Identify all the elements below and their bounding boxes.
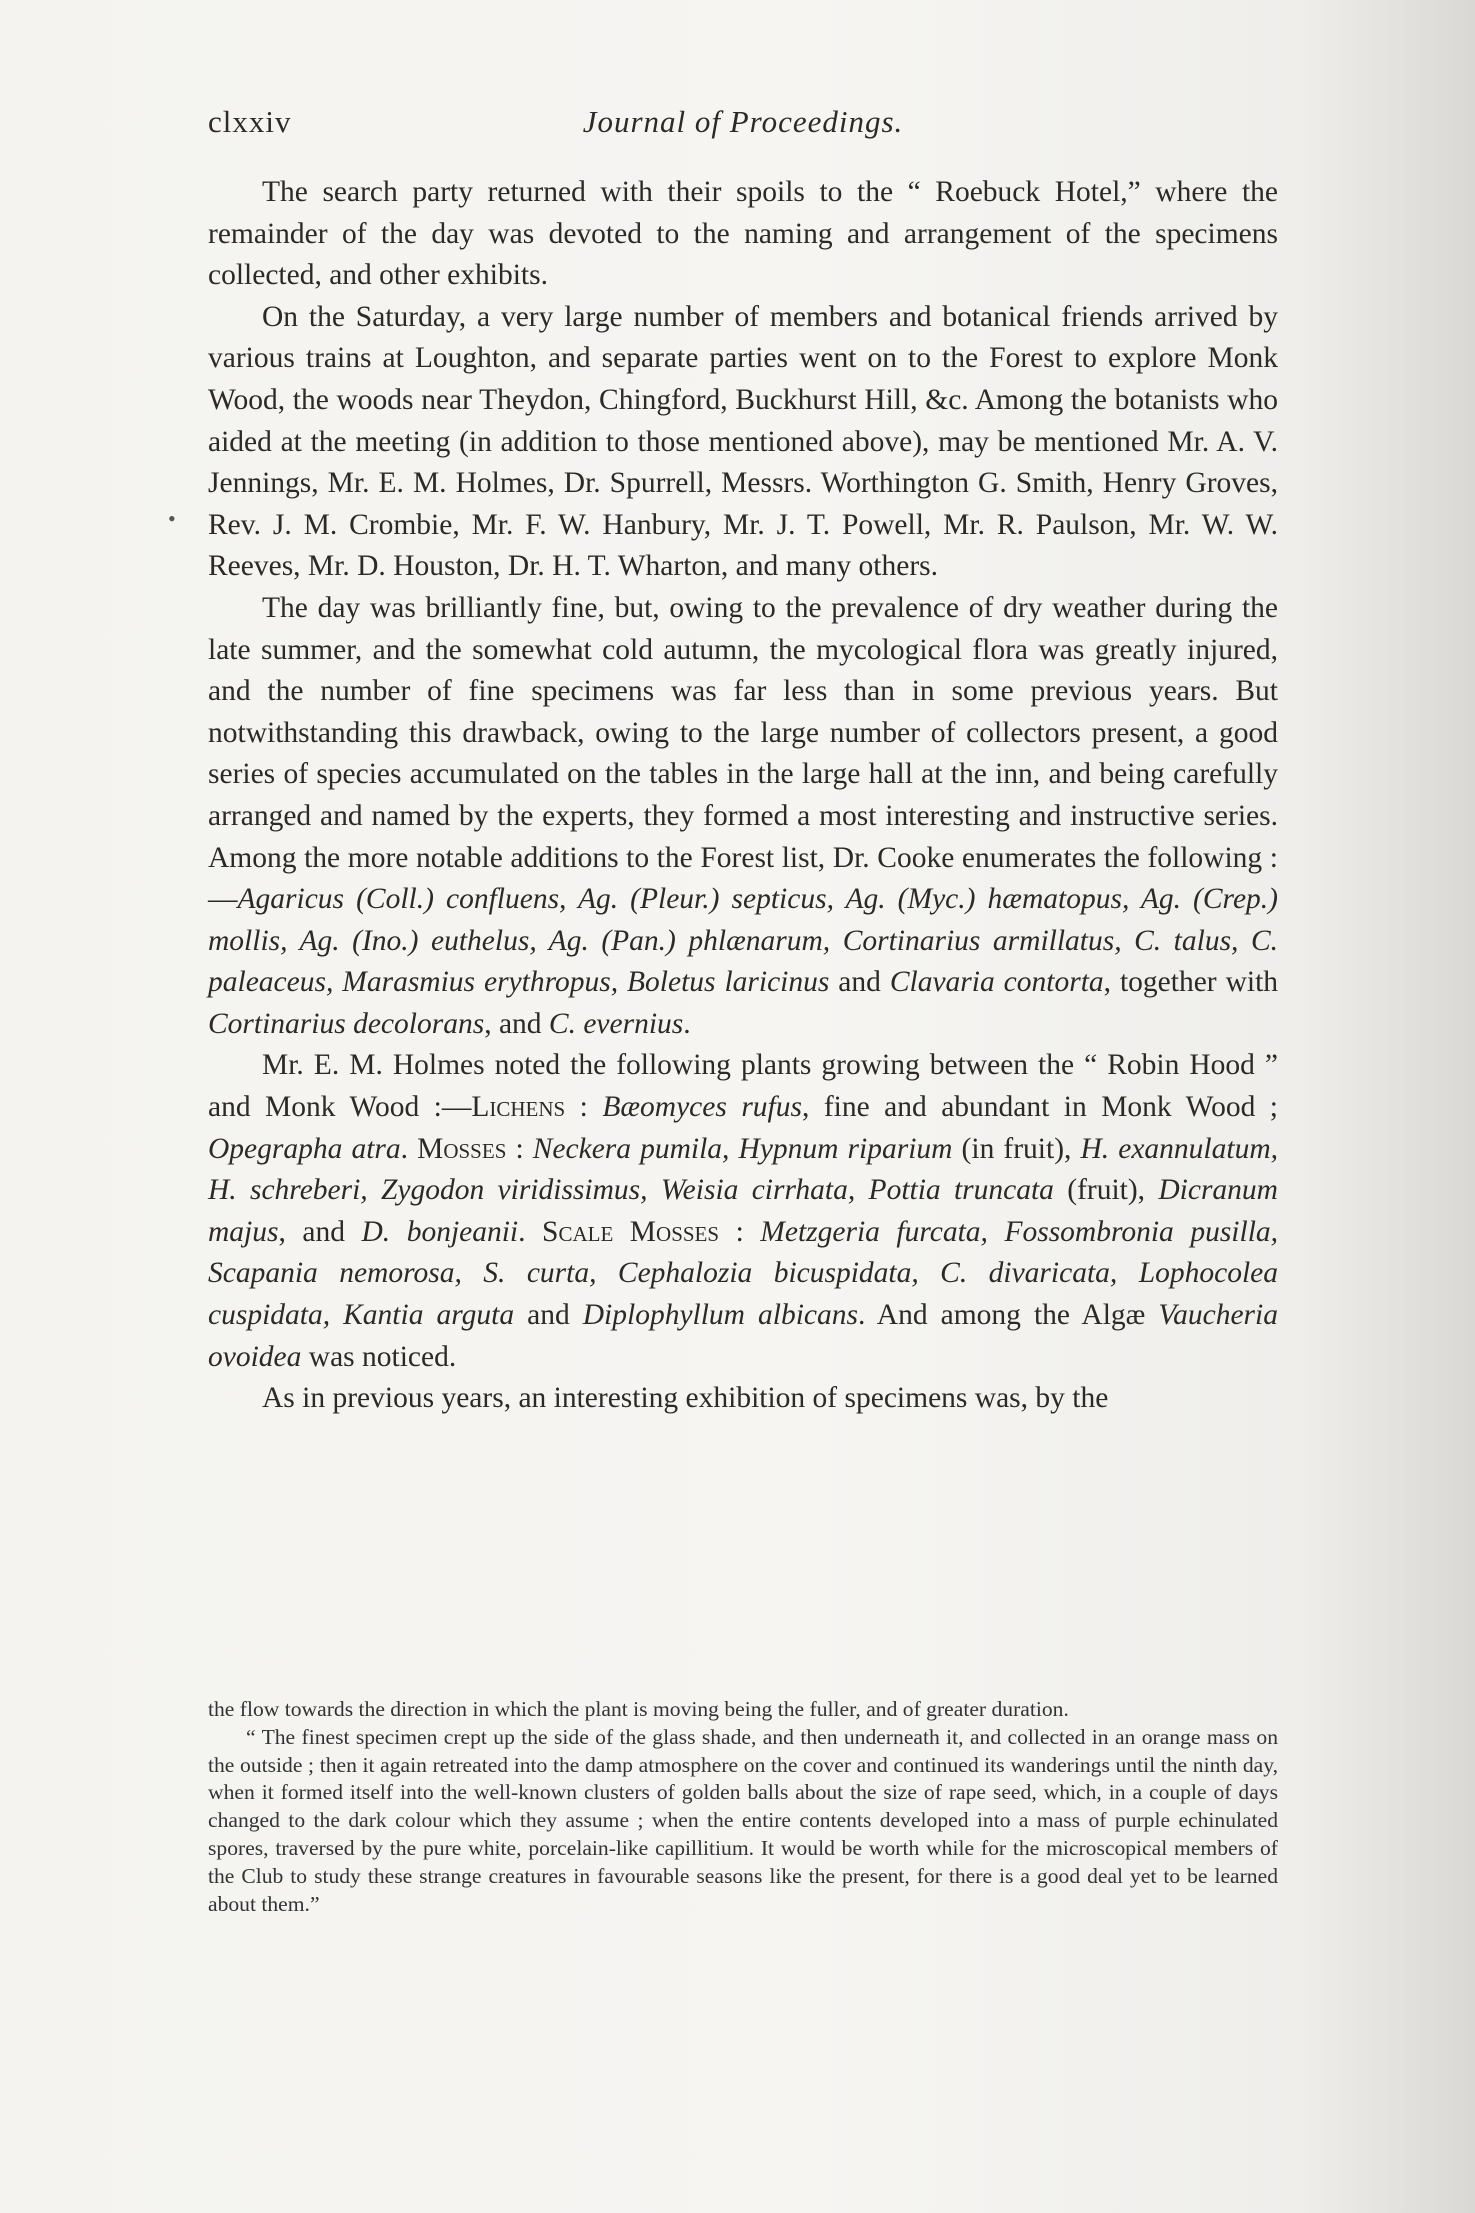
connector: (fruit),	[1053, 1174, 1159, 1207]
connector: .	[518, 1215, 543, 1248]
paragraph-4-intro: Mr. E. M. Holmes noted the following plants growing between the “ Robin Hood ” and Monk Wood :—	[208, 1049, 1278, 1124]
mosses-label: Mosses	[417, 1132, 507, 1165]
footnote-continued: the flow towards the direction in which the plant is moving being the fuller, and of greater duration.	[208, 1697, 1069, 1721]
paragraph-3-intro: The day was brilliantly fine, but, owing to the prevalence of dry weather during the late summer, and the somewhat cold autumn, the mycological flora was greatly injured, and the number of fine specimens was far less than in some previous years. But notwithstanding this drawback, owing to the large number of collectors present, a good series of species accumulated on the tables in the large hall at the inn, and being carefully arranged and named by the experts, they formed a most interesting and instructive series. Among the more notable additions to the Forest list, Dr. Cooke enumerates the following :—	[208, 591, 1278, 916]
paragraph-3	[208, 588, 1278, 1046]
margin-mark: •	[168, 506, 176, 531]
scale-mosses-label: Scale Mosses	[542, 1215, 720, 1248]
species-name: C. evernius	[548, 1007, 684, 1040]
paragraph-4: Mr. E. M. Holmes noted the following plants growing between the “ Robin Hood ” and Monk Wood :—Lichens : Bæomyces rufus, fine and abundant in Monk Wood ; Opegrapha atra. Mosses : Neckera pumila, Hypnum riparium (in fruit), H. exannulatum, H. schreberi, Zygodon viridissimus, Weisia cirrhata, Pottia truncata (fruit), Dicranum majus, and D. bonjeanii. Scale Mosses : Metzgeria furcata, Fossombronia pusilla, Scapania nemorosa, S. curta, Cephalozia bicuspidata, C. divaricata, Lophocolea cuspidata, Kantia arguta and Diplophyllum albicans. And among the Algæ Vaucheria ovoidea was noticed.	[208, 1049, 1279, 1373]
species-name: Opegrapha atra	[208, 1132, 401, 1165]
species-list: H. exannulatum, H. schreberi, Zygodon viridissimus, Weisia cirrhata, Pottia truncata	[208, 1132, 1279, 1207]
species-name: D. bonjeanii	[361, 1215, 519, 1248]
running-title: Journal of Proceedings.	[582, 104, 904, 139]
species-list: Agaricus (Coll.) confluens, Ag. (Pleur.) septicus, Ag. (Myc.) hæmatopus, Ag. (Crep.) mollis, Ag. (Ino.) euthelus, Ag. (Pan.) phlænarum, Cortinarius armillatus, C. talus, C. paleaceus, Marasmius erythropus, Boletus laricinus	[208, 883, 1278, 999]
lichens-label: Lichens	[471, 1091, 566, 1124]
species-list: Neckera pumila, Hypnum riparium	[532, 1132, 953, 1165]
paragraph-2: On the Saturday, a very large number of members and botanical friends arrived by various trains at Loughton, and separate parties went on to the Forest to explore Monk Wood, the woods near Theydon, Chingford, Buckhurst Hill, &c. Among the botanists who aided at the meeting (in addition to those mentioned above), may be mentioned Mr. A. V. Jennings, Mr. E. M. Holmes, Dr. Spurrell, Messrs. Worthington G. Smith, Henry Groves, Rev. J. M. Crombie, Mr. F. W. Hanbury, Mr. J. T. Powell, Mr. R. Paulson, Mr. W. W. Reeves, Mr. D. Houston, Dr. H. T. Wharton, and many others.	[208, 300, 1278, 583]
connector: , and	[484, 1007, 549, 1040]
species-name: Dicranum majus	[208, 1174, 1278, 1248]
connector: .	[400, 1132, 418, 1165]
page-number: clxxiv	[208, 104, 292, 139]
connector: . And among the Algæ	[858, 1299, 1159, 1332]
footnotes	[208, 1696, 1278, 1918]
species-list: Metzgeria furcata, Fossombronia pusilla, Scapania nemorosa, S. curta, Cephalozia bicuspidata, C. divaricata, Lophocolea cuspidata, Kantia arguta	[208, 1215, 1279, 1332]
connector: .	[683, 1007, 691, 1040]
connector: , together with	[1103, 966, 1279, 999]
connector: , and	[278, 1215, 362, 1248]
connector: and	[829, 966, 890, 999]
footnote-quote: “ The finest specimen crept up the side of the glass shade, and then underneath it, and collected in an orange mass on the outside ; then it again retreated into the damp atmosphere on the cover and continued its wanderings until the ninth day, when it formed itself into the well-known clusters of golden balls about the size of rape seed, which, in a couple of days changed to the dark colour which they assume ; when the entire contents developed into a mass of purple echinulated spores, traversed by the pure white, porcelain-like capillitium. It would be worth while for the microscopical members of the Club to study these strange creatures in favourable seasons like the present, for there is a good deal yet to be learned about them.”	[208, 1724, 1278, 1916]
species-name: Bæomyces rufus	[602, 1091, 802, 1124]
connector: , fine and abundant in Monk Wood ;	[801, 1091, 1279, 1124]
species-name: Vaucheria ovoidea	[208, 1299, 1278, 1373]
connector: and	[514, 1299, 583, 1332]
connector: (in fruit),	[952, 1132, 1081, 1165]
species-name: Cortinarius decolorans	[208, 1007, 485, 1040]
paragraph-1: The search party returned with their spoils to the “ Roebuck Hotel,” where the remainder of the day was devoted to the naming and arrangement of the specimens collected, and other exhibits.	[208, 176, 1278, 292]
paragraph-5: As in previous years, an interesting exhibition of specimens was, by the	[262, 1382, 1109, 1415]
main-text	[208, 172, 1278, 1420]
page-header	[208, 104, 1278, 144]
species-name: Diplophyllum albicans	[582, 1299, 858, 1332]
species-name: Clavaria contorta	[889, 966, 1104, 999]
connector: was noticed.	[301, 1340, 457, 1373]
